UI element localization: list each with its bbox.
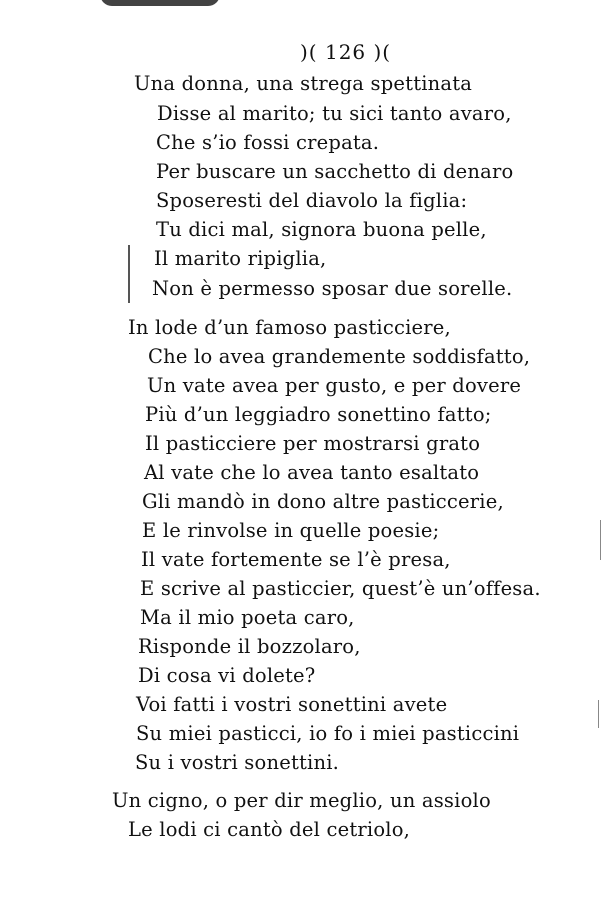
verse-line: E le rinvolse in quelle poesie; <box>142 519 440 542</box>
verse-line: Le lodi ci cantò del cetriolo, <box>128 818 411 841</box>
verse-line: Il pasticciere per mostrarsi grato <box>145 432 481 455</box>
verse-line: Tu dici mal, signora buona pelle, <box>156 218 487 241</box>
verse-line: Sposeresti del diavolo la figlia: <box>156 189 468 212</box>
verse-line: Non è permesso sposar due sorelle. <box>152 277 513 300</box>
gutter-mark <box>600 520 601 560</box>
verse-line: Al vate che lo avea tanto esaltato <box>144 461 480 484</box>
verse-line: Che lo avea grandemente soddisfatto, <box>148 345 531 368</box>
verse-line: Su miei pasticci, io fo i miei pasticcini <box>136 722 520 745</box>
verse-line: Voi fatti i vostri sonettini avete <box>136 693 448 716</box>
verse-line: Di cosa vi dolete? <box>138 664 316 687</box>
verse-line: In lode d’un famoso pasticciere, <box>128 316 451 339</box>
verse-line: Disse al marito; tu sici tanto avaro, <box>157 102 512 125</box>
verse-line: Un cigno, o per dir meglio, un assiolo <box>112 789 491 812</box>
verse-line: Per buscare un sacchetto di denaro <box>156 160 514 183</box>
verse-line: Il marito ripiglia, <box>154 247 327 270</box>
gutter-mark <box>128 245 130 303</box>
verse-line: E scrive al pasticcier, quest’è un’offesa. <box>140 577 541 600</box>
verse-line: Su i vostri sonettini. <box>135 751 340 774</box>
gutter-mark <box>598 700 599 728</box>
verse-line: Ma il mio poeta caro, <box>140 606 355 629</box>
verse-line: Il vate fortemente se l’è presa, <box>141 548 451 571</box>
verse-line: Più d’un leggiadro sonettino fatto; <box>145 403 492 426</box>
verse-line: Un vate avea per gusto, e per dovere <box>147 374 522 397</box>
verse-line: Che s’io fossi crepata. <box>156 131 380 154</box>
verse-line: Risponde il bozzolaro, <box>138 635 361 658</box>
verse-line: Gli mandò in dono altre pasticcerie, <box>142 490 504 513</box>
page-number: )( 126 )( <box>300 40 392 64</box>
verse-line: Una donna, una strega spettinata <box>134 72 473 95</box>
page-edge-shadow <box>100 0 220 6</box>
